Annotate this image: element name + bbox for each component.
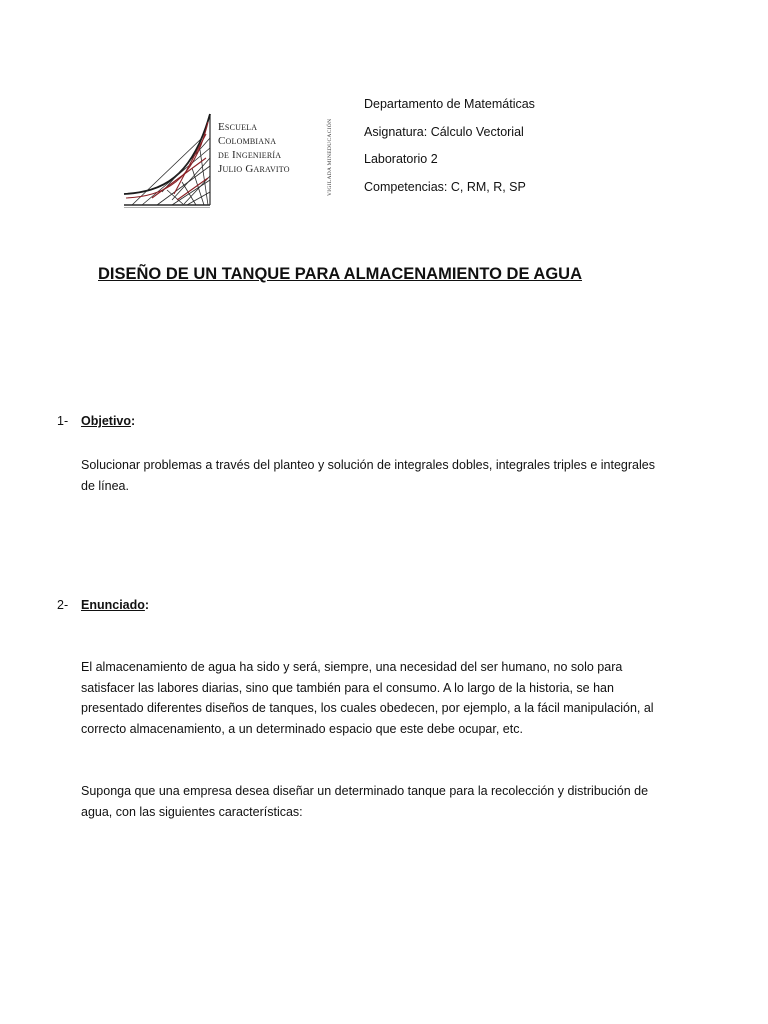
section-label: Enunciado xyxy=(81,598,145,612)
school-name-line: de Ingeniería xyxy=(218,149,282,161)
document-title: DISEÑO DE UN TANQUE PARA ALMACENAMIENTO DE AGUA xyxy=(98,265,583,283)
competencies-text: Competencias: C, RM, R, SP xyxy=(364,179,526,194)
enunciado-paragraph: Suponga que una empresa desea diseñar un determinado tanque para la recolección y distribución de agua, con las siguientes características: xyxy=(81,784,649,819)
department-text: Departamento de Matemáticas xyxy=(364,97,535,111)
school-name-line: Julio Garavito xyxy=(218,163,290,175)
school-logo xyxy=(122,108,352,208)
objetivo-paragraph: Solucionar problemas a través del planteo y solución de integrales dobles, integrales triples e integrales de línea. xyxy=(81,458,655,493)
school-name-line: Escuela xyxy=(218,121,258,133)
logo-curve-grid-icon xyxy=(122,108,222,208)
logo-motto: VIGILADA MINEDUCACIÓN xyxy=(327,118,333,196)
section-label: Objetivo xyxy=(81,414,132,428)
section-heading-objetivo: 1- Objetivo: xyxy=(57,414,136,428)
subject-text: Asignatura: Cálculo Vectorial xyxy=(364,124,524,139)
section-number: 2- xyxy=(57,598,69,612)
enunciado-paragraph: El almacenamiento de agua ha sido y será, siempre, una necesidad del ser humano, no solo para satisfacer las labores diarias, sino que también para el consumo. A lo largo de la historia, se han presentado diferentes diseños de tanques, los cuales obedecen, por ejemplo, a la fácil manipulación, al correcto almacenamiento, a un determinado espacio que este debe ocupar, etc. xyxy=(81,660,654,736)
course-info xyxy=(364,91,535,201)
lab-text: Laboratorio 2 xyxy=(364,152,438,166)
school-name-line: Colombiana xyxy=(218,135,277,147)
school-name xyxy=(218,120,290,176)
section-number: 1- xyxy=(57,414,69,428)
section-heading-enunciado: 2- Enunciado: xyxy=(57,598,150,612)
